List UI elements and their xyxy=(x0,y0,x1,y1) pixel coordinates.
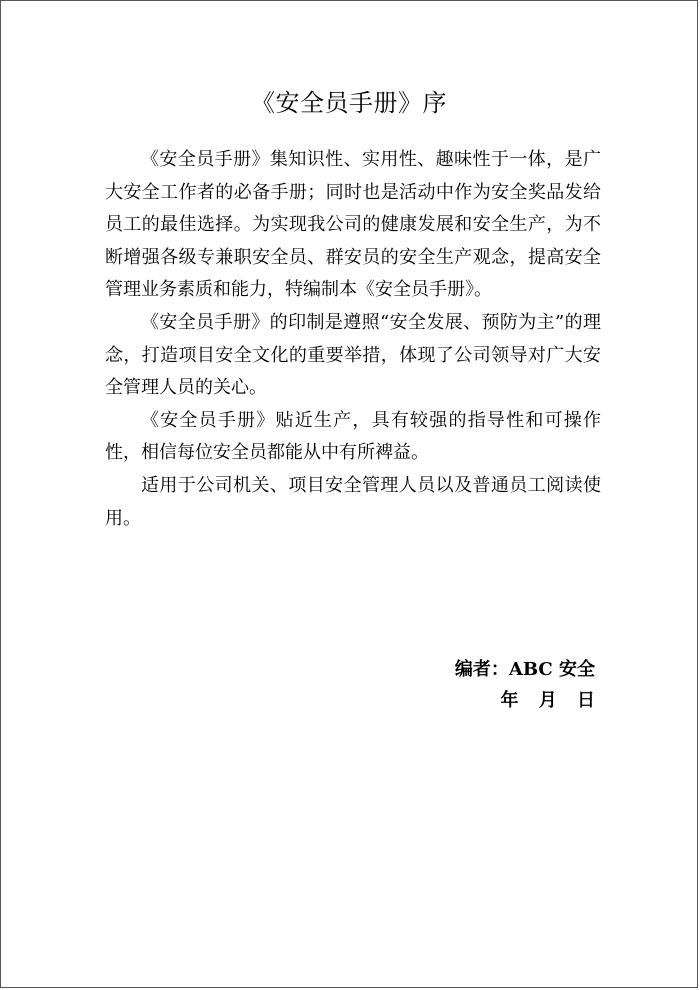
paragraph-2: 《安全员手册》的印制是遵照“安全发展、预防为主”的理念，打造项目安全文化的重要举措，体现了公司领导对广大安全管理人员的关心。 xyxy=(105,311,601,399)
paragraph-4: 适用于公司机关、项目安全管理人员以及普通员工阅读使用。 xyxy=(105,474,601,529)
preface-body xyxy=(105,144,601,535)
signature-date: 年 月 日 xyxy=(500,690,595,711)
page-title: 《安全员手册》序 xyxy=(251,89,447,117)
paragraph-3: 《安全员手册》贴近生产，具有较强的指导性和可操作性，相信每位安全员都能从中有所裨益。 xyxy=(105,409,601,464)
signature-author: 编者：ABC 安全 xyxy=(454,659,595,680)
paragraph-1: 《安全员手册》集知识性、实用性、趣味性于一体，是广大安全工作者的必备手册；同时也是活动中作为安全奖品发给员工的最佳选择。为实现我公司的健康发展和安全生产，为不断增强各级专兼职安全员、群安员的安全生产观念，提高安全管理业务素质和能力，特编制本《安全员手册》。 xyxy=(105,149,601,301)
